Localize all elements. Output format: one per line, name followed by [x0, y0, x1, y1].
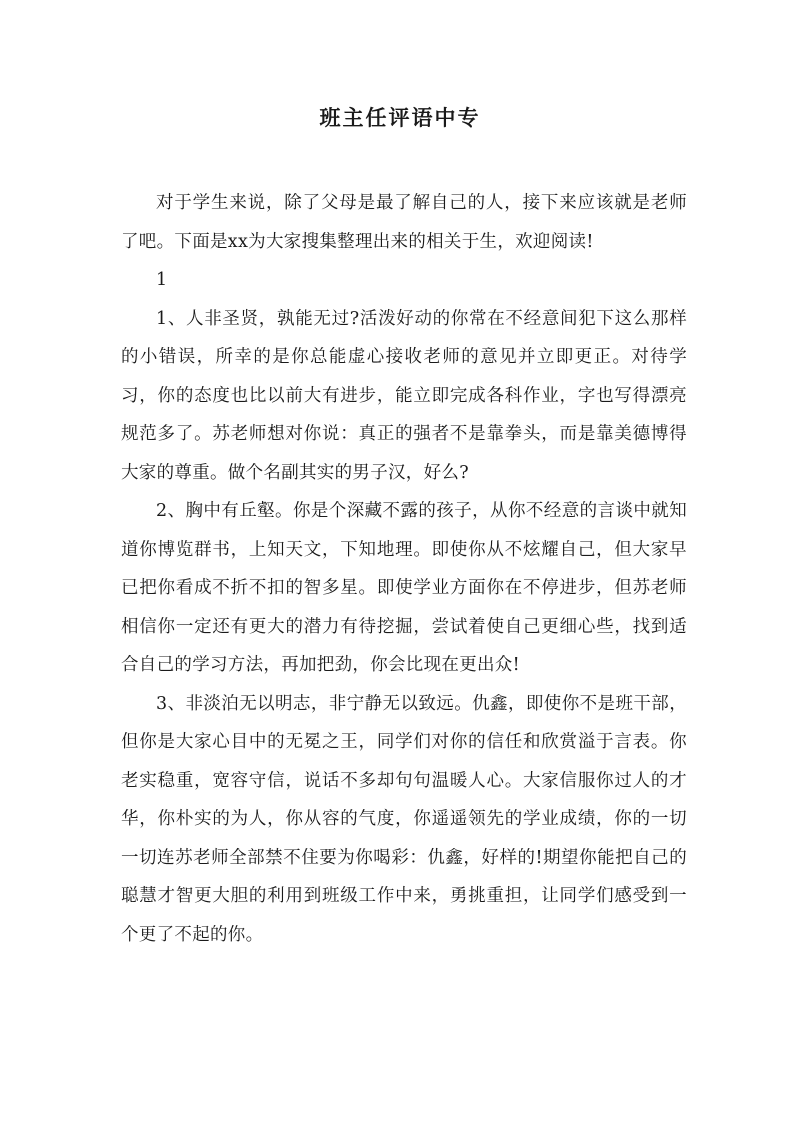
comment-paragraph-2: 2、胸中有丘壑。你是个深藏不露的孩子，从你不经意的言谈中就知道你博览群书，上知天文，下知地理。即使你从不炫耀自己，但大家早已把你看成不折不扣的智多星。即使学业方面你在不停进步，但苏老师相信你一定还有更大的潜力有待挖掘，尝试着使自己更细心些，找到适合自己的学习方法，再加把劲，你会比现在更出众! — [121, 501, 687, 675]
document-body — [121, 184, 687, 954]
section-number: 1 — [156, 270, 168, 290]
comment-paragraph-3: 3、非淡泊无以明志，非宁静无以致远。仇鑫，即使你不是班干部，但你是大家心目中的无冕之王，同学们对你的信任和欣赏溢于言表。你老实稳重，宽容守信，说话不多却句句温暖人心。大家信服你过人的才华，你朴实的为人，你从容的气度，你遥遥领先的学业成绩，你的一切一切连苏老师全部禁不住要为你喝彩：仇鑫，好样的!期望你能把自己的聪慧才智更大胆的利用到班级工作中来，勇挑重担，让同学们感受到一个更了不起的你。 — [121, 693, 687, 945]
intro-paragraph: 对于学生来说，除了父母是最了解自己的人，接下来应该就是老师了吧。下面是xx为大家搜集整理出来的相关于生，欢迎阅读! — [121, 193, 687, 252]
page-title: 班主任评语中专 — [319, 105, 481, 130]
comment-paragraph-1: 1、人非圣贤，孰能无过?活泼好动的你常在不经意间犯下这么那样的小错误，所幸的是你总能虚心接收老师的意见并立即更正。对待学习，你的态度也比以前大有进步，能立即完成各科作业，字也写得漂亮规范多了。苏老师想对你说：真正的强者不是靠拳头，而是靠美德博得大家的尊重。做个名副其实的男子汉，好么? — [121, 308, 687, 483]
